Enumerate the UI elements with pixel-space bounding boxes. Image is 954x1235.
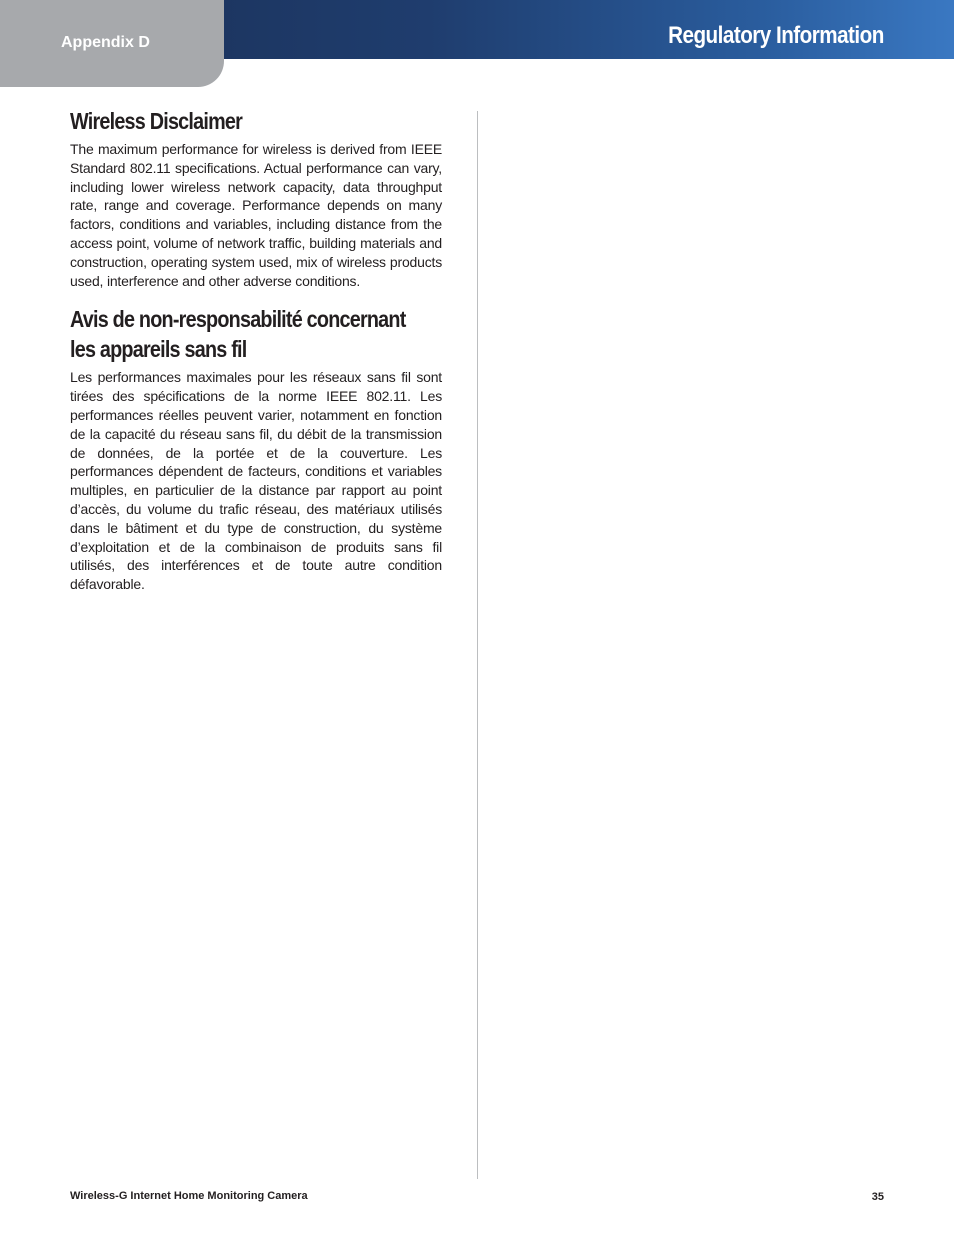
page-section-title: Regulatory Information (668, 22, 884, 49)
footer-page-number: 35 (871, 1191, 884, 1203)
section-body-avis: Les performances maximales pour les réseaux sans fil sont tirées des spécifications de la norme IEEE 802.11. Les performances réelles peuvent varier, notamment en fonction de la capacité du réseau sans fil, du débit de la transmission de données, de la portée et de la couverture. Les performances dépendent de facteurs, conditions et variables multiples, en particulier de la distance par rapport au point d’accès, du volume du trafic réseau, des matériaux utilisés dans le bâtiment et du type de construction, du système d’exploitation et de la combinaison de produits sans fil utilisés, des interférences et de toute autre condition défavorable. (70, 369, 442, 593)
column-divider (477, 111, 478, 1179)
footer-product-name: Wireless-G Internet Home Monitoring Camera (70, 1190, 308, 1202)
appendix-tab (0, 0, 224, 87)
appendix-label: Appendix D (61, 34, 150, 51)
section-heading-wireless-disclaimer: Wireless Disclaimer (70, 108, 243, 134)
section-body-wireless-disclaimer: The maximum performance for wireless is derived from IEEE Standard 802.11 specifications. Actual performance can vary, including lower wireless network capacity, data throughput rate, range and coverage. Performance depends on many factors, conditions and variables, including distance from the access point, volume of network traffic, building materials and construction, operating system used, mix of wireless products used, interference and other adverse conditions. (70, 141, 442, 289)
section-heading-avis: Avis de non-responsabilité concernant les appareils sans fil (70, 306, 406, 363)
main-content (70, 106, 442, 594)
